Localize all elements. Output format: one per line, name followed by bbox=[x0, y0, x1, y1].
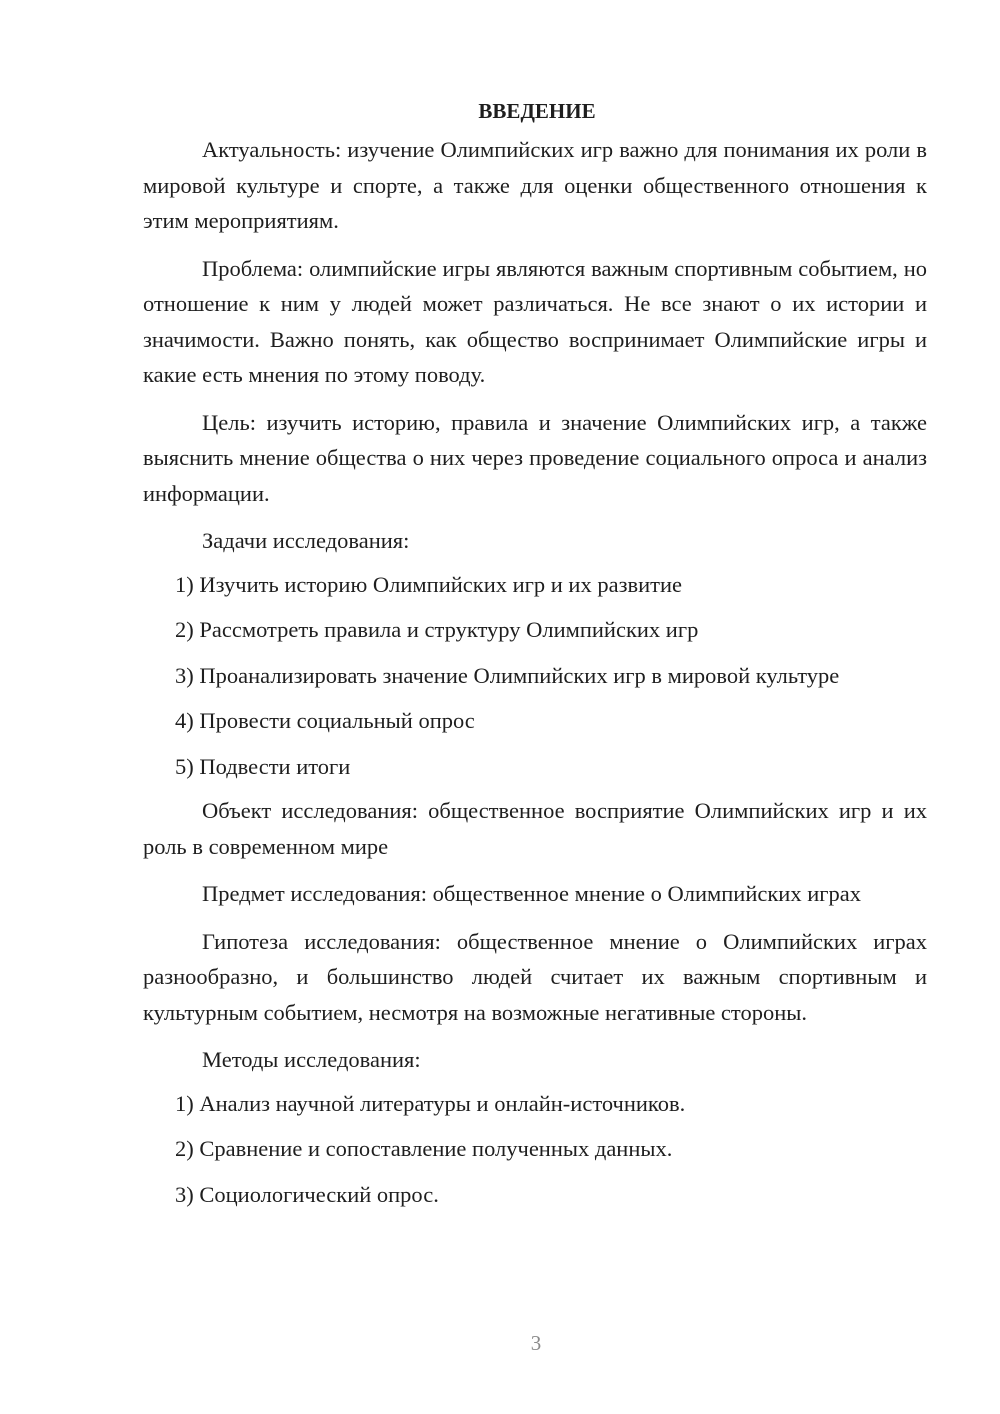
page-heading: ВВЕДЕНИЕ bbox=[478, 99, 596, 123]
page-number: 3 bbox=[530, 1331, 542, 1355]
methods-list bbox=[143, 1086, 927, 1213]
goal-paragraph: Цель: изучить историю, правила и значение Олимпийских игр, а также выяснить мнение общества о них через проведение социального опроса и анализ информации. bbox=[143, 409, 927, 506]
relevance-paragraph: Актуальность: изучение Олимпийских игр важно для понимания их роли в мировой культуре и спорте, а также для оценки общественного отношения к этим мероприятиям. bbox=[143, 137, 927, 233]
subject-paragraph: Предмет исследования: общественное мнение о Олимпийских играх bbox=[202, 881, 861, 906]
tasks-list bbox=[143, 567, 927, 785]
method-item: 2) Сравнение и сопоставление полученных данных. bbox=[175, 1136, 673, 1161]
method-item: 1) Анализ научной литературы и онлайн-источников. bbox=[175, 1090, 686, 1116]
tasks-label: Задачи исследования: bbox=[202, 528, 410, 553]
hypothesis-paragraph: Гипотеза исследования: общественное мнение о Олимпийских играх разнообразно, и большинство людей считает их важным спортивным и культурным событием, несмотря на возможные негативные стороны. bbox=[143, 928, 927, 1025]
page-content bbox=[143, 94, 927, 1221]
task-item: 5) Подвести итоги bbox=[175, 753, 351, 779]
task-item: 3) Проанализировать значение Олимпийских игр в мировой культуре bbox=[175, 662, 840, 688]
task-item: 4) Провести социальный опрос bbox=[175, 708, 475, 733]
task-item: 2) Рассмотреть правила и структуру Олимпийских игр bbox=[175, 617, 699, 642]
method-item: 3) Социологический опрос. bbox=[175, 1181, 439, 1207]
object-paragraph: Объект исследования: общественное восприятие Олимпийских игр и их роль в современном мире bbox=[143, 798, 927, 859]
problem-paragraph: Проблема: олимпийские игры являются важным спортивным событием, но отношение к ним у людей может различаться. Не все знают о их истории и значимости. Важно понять, как общество воспринимает Олимпийские игры и какие есть мнения по этому поводу. bbox=[143, 255, 927, 387]
methods-label: Методы исследования: bbox=[202, 1047, 421, 1072]
task-item: 1) Изучить историю Олимпийских игр и их развитие bbox=[175, 571, 682, 597]
